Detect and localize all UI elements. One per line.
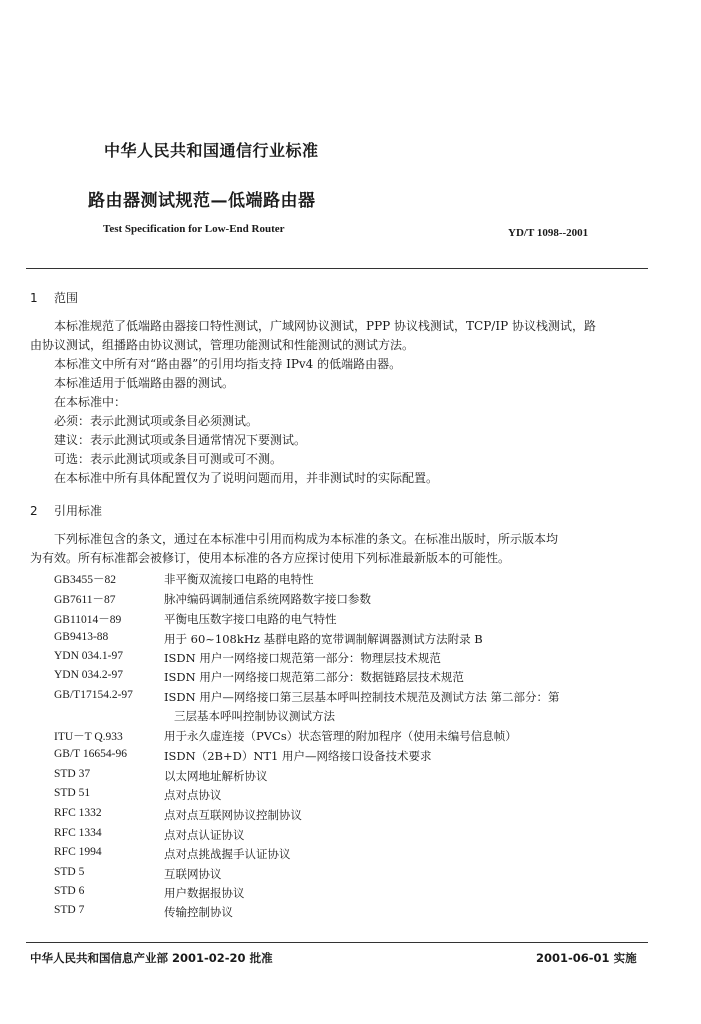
paragraph-line: 在本标准中所有具体配置仅为了说明问题而用，并非测试时的实际配置。 [54, 471, 439, 485]
reference-code: STD 7 [54, 904, 85, 916]
reference-title: ISDN 用户一网络接口规范第二部分：数据链路层技术规范 [164, 670, 464, 684]
paragraph-line: 本标准规范了低端路由器接口特性测试，广域网协议测试，PPP 协议栈测试，TCP/IP 协议栈测试，路 [54, 319, 596, 333]
reference-title: 点对点协议 [164, 788, 222, 802]
implementation-date: 2001-06-01 实施 [536, 951, 637, 965]
reference-code: GB3455－82 [54, 574, 116, 586]
paragraph-line: 建议：表示此测试项或条目通常情况下要测试。 [54, 433, 307, 447]
paragraph-line: 下列标准包含的条文，通过在本标准中引用而构成为本标准的条文。在标准出版时，所示版本均 [54, 532, 559, 546]
section-number: 2 [30, 504, 38, 518]
section-title: 范围 [54, 291, 79, 305]
reference-code: STD 5 [54, 866, 85, 878]
section-number: 1 [30, 291, 38, 305]
reference-code: YDN 034.1-97 [54, 650, 123, 662]
english-title: Test Specification for Low-End Router [103, 223, 285, 235]
reference-title: ISDN 用户—网络接口第三层基本呼叫控制技术规范及测试方法 第二部分：第 [164, 690, 560, 704]
reference-title: 三层基本呼叫控制协议测试方法 [174, 709, 335, 723]
reference-code: RFC 1994 [54, 846, 102, 858]
reference-title: 传输控制协议 [164, 905, 233, 919]
reference-code: STD 6 [54, 885, 85, 897]
reference-code: GB9413-88 [54, 631, 109, 643]
paragraph-line: 本标准适用于低端路由器的测试。 [54, 376, 235, 390]
reference-title: 用于 60~108kHz 基群电路的宽带调制解调器测试方法附录 B [164, 632, 483, 646]
reference-title: 平衡电压数字接口电路的电气特性 [164, 612, 337, 626]
reference-title: 点对点认证协议 [164, 828, 245, 842]
reference-code: RFC 1334 [54, 827, 102, 839]
reference-code: RFC 1332 [54, 807, 102, 819]
reference-code: ITU－T Q.933 [54, 731, 123, 743]
reference-title: 脉冲编码调制通信系统网路数字接口参数 [164, 592, 371, 606]
reference-code: STD 51 [54, 787, 91, 799]
reference-code: GB11014－89 [54, 614, 122, 626]
header-divider [26, 268, 648, 269]
approval-line: 中华人民共和国信息产业部 2001-02-20 批准 [30, 951, 273, 965]
reference-title: 以太网地址解析协议 [164, 769, 268, 783]
section-2-heading [30, 502, 102, 519]
reference-title: 非平衡双流接口电路的电特性 [164, 572, 314, 586]
reference-title: 点对点互联网协议控制协议 [164, 808, 302, 822]
reference-title: 点对点挑战握手认证协议 [164, 847, 291, 861]
paragraph-line: 必须：表示此测试项或条目必须测试。 [54, 414, 259, 428]
ministry-heading: 中华人民共和国通信行业标准 [104, 141, 319, 160]
paragraph-line: 为有效。所有标准都会被修订，使用本标准的各方应探讨使用下列标准最新版本的可能性。 [30, 551, 511, 565]
reference-code: YDN 034.2-97 [54, 669, 123, 681]
reference-code: STD 37 [54, 768, 91, 780]
reference-title: 用户数据报协议 [164, 886, 245, 900]
document-title: 路由器测试规范—低端路由器 [88, 191, 316, 211]
reference-title: 用于永久虚连接（PVCs）状态管理的附加程序（使用未编号信息帧） [164, 729, 517, 743]
reference-title: 互联网协议 [164, 867, 222, 881]
reference-code: GB/T17154.2-97 [54, 689, 133, 701]
paragraph-line: 本标准文中所有对“路由器”的引用均指支持 IPv4 的低端路由器。 [54, 357, 402, 371]
paragraph-line: 由协议测试，组播路由协议测试，管理功能测试和性能测试的测试方法。 [30, 338, 415, 352]
reference-code: GB/T 16654-96 [54, 748, 127, 760]
reference-title: ISDN（2B+D）NT1 用户—网络接口设备技术要求 [164, 749, 432, 763]
footer-divider [26, 942, 648, 943]
reference-title: ISDN 用户一网络接口规范第一部分：物理层技术规范 [164, 651, 441, 665]
paragraph-line: 在本标准中： [54, 395, 127, 409]
standard-code: YD/T 1098--2001 [508, 227, 589, 239]
section-title: 引用标准 [54, 504, 103, 518]
reference-code: GB7611－87 [54, 594, 116, 606]
section-1-heading [30, 289, 78, 306]
paragraph-line: 可选：表示此测试项或条目可测或可不测。 [54, 452, 283, 466]
